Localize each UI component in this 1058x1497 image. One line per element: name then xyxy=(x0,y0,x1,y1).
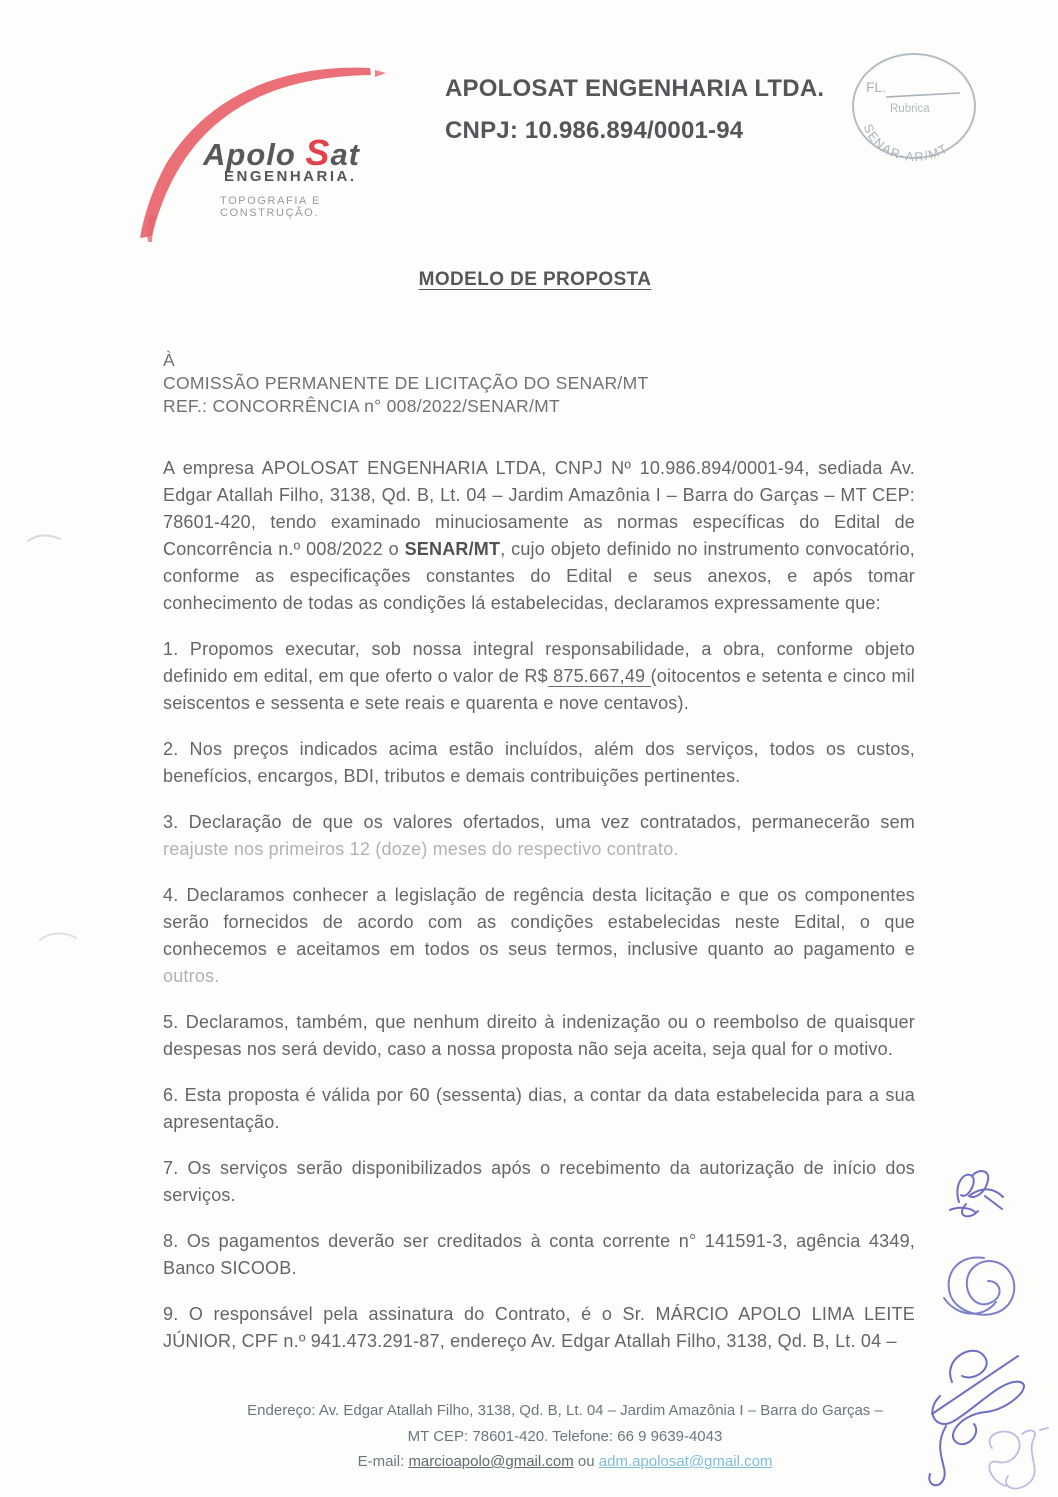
recipient-commission: COMISSÃO PERMANENTE DE LICITAÇÃO DO SENAR/MT xyxy=(163,373,649,393)
recipient-reference: REF.: CONCORRÊNCIA n° 008/2022/SENAR/MT xyxy=(163,396,561,416)
signature-scribble-icon-1 xyxy=(945,1166,1017,1226)
scan-mark-icon-2 xyxy=(38,928,80,944)
brand-apolo: Apolo xyxy=(203,137,306,172)
proposal-item-8: 8. Os pagamentos deverão ser creditados à conta corrente n° 141591-3, agência 4349, Banco SICOOB. xyxy=(163,1231,915,1278)
faded-scan-text: reajuste nos primeiros 12 (doze) meses do respectivo contrato. xyxy=(163,839,679,859)
recipient-line-a: À xyxy=(163,350,175,370)
footer-block xyxy=(180,1398,950,1475)
faded-scan-text: outros. xyxy=(163,966,220,986)
senar-bold: SENAR/MT xyxy=(404,539,501,559)
signature-scribble-icon-3 xyxy=(922,1338,1058,1496)
page-title: MODELO DE PROPOSTA xyxy=(418,269,652,290)
brand-sat-s: S xyxy=(305,132,331,173)
proposal-item-3: 3. Declaração de que os valores ofertados, uma vez contratados, permanecerão sem reajuste nos primeiros 12 (doze) meses do respectivo contrato. xyxy=(163,812,915,859)
rubrica-stamp-icon xyxy=(848,44,980,170)
proposal-item-6: 6. Esta proposta é válida por 60 (sessenta) dias, a contar da data estabelecida para a sua apresentação. xyxy=(163,1085,915,1132)
offer-value: 875.667,49 xyxy=(547,666,651,686)
email-link-secondary[interactable]: adm.apolosat@gmail.com xyxy=(598,1453,773,1470)
proposal-item-7: 7. Os serviços serão disponibilizados após o recebimento da autorização de início dos serviços. xyxy=(163,1158,915,1205)
proposal-item-1: 1. Propomos executar, sob nossa integral responsabilidade, a obra, conforme objeto definido em edital, em que oferto o valor de R$ 875.667,49 (oitocentos e setenta e cinco mil seiscentos e sessenta e sete reais e quarenta e nove centavos). xyxy=(163,639,915,713)
proposal-item-2: 2. Nos preços indicados acima estão incluídos, além dos serviços, todos os custos, benefícios, encargos, BDI, tributos e demais contribuições pertinentes. xyxy=(163,739,915,786)
proposal-item-9: 9. O responsável pela assinatura do Contrato, é o Sr. MÁRCIO APOLO LIMA LEITE JÚNIOR, CPF n.º 941.473.291-87, endereço Av. Edgar Atallah Filho, 3138, Qd. B, Lt. 04 – xyxy=(163,1304,915,1351)
letterhead-company-name: APOLOSAT ENGENHARIA LTDA. xyxy=(445,75,825,102)
footer-address: Endereço: Av. Edgar Atallah Filho, 3138, Qd. B, Lt. 04 – Jardim Amazônia I – Barra do Garças – xyxy=(247,1402,883,1419)
brand-subtitle: ENGENHARIA. xyxy=(224,168,357,185)
letterhead-cnpj: CNPJ: 10.986.894/0001-94 xyxy=(445,117,744,144)
letter-body xyxy=(163,455,915,1355)
footer-email-line: E-mail: marcioapolo@gmail.com ou adm.apolosat@gmail.com xyxy=(357,1453,773,1470)
letterhead xyxy=(445,68,824,152)
company-logo xyxy=(128,46,418,226)
signature-scribble-icon-2 xyxy=(938,1252,1028,1326)
brand-sat-rest: at xyxy=(330,137,361,172)
stamp-fl-label: FL. xyxy=(866,79,887,95)
proposal-item-5: 5. Declaramos, também, que nenhum direito à indenização ou o reembolso de quaisquer despesas nos será devido, caso a nossa proposta não seja aceita, seja qual for o motivo. xyxy=(163,1012,915,1059)
scan-mark-icon-1 xyxy=(26,530,64,546)
footer-cep-phone: MT CEP: 78601-420. Telefone: 66 9 9639-4043 xyxy=(407,1427,723,1445)
recipient-block xyxy=(163,349,648,418)
proposal-item-4: 4. Declaramos conhecer a legislação de regência desta licitação e que os componentes serão fornecidos de acordo com as condições estabelecidas neste Edital, o que conhecemos e aceitamos em todos os seus termos, inclusive quanto ao pagamento e outros. xyxy=(163,885,915,986)
stamp-rubrica-label: Rubrica xyxy=(890,103,930,115)
intro-paragraph: A empresa APOLOSAT ENGENHARIA LTDA, CNPJ Nº 10.986.894/0001-94, sediada Av. Edgar Atallah Filho, 3138, Qd. B, Lt. 04 – Jardim Amazônia I – Barra do Garças – MT CEP: 78601-420, tendo examinado minuciosamente as normas específicas do Edital de Concorrência n.º 008/2022 o SENAR/MT, cujo objeto definido no instrumento convocatório, conforme as especificações constantes do Edital e seus anexos, e após tomar conhecimento de todas as condições lá estabelecidas, declaramos expressamente que: xyxy=(163,458,916,613)
brand-tagline: TOPOGRAFIA E CONSTRUÇÃO. xyxy=(220,195,321,219)
email-link-primary[interactable]: marcioapolo@gmail.com xyxy=(408,1453,574,1470)
stamp-org-label: SENAR-AR/MT xyxy=(860,122,951,165)
